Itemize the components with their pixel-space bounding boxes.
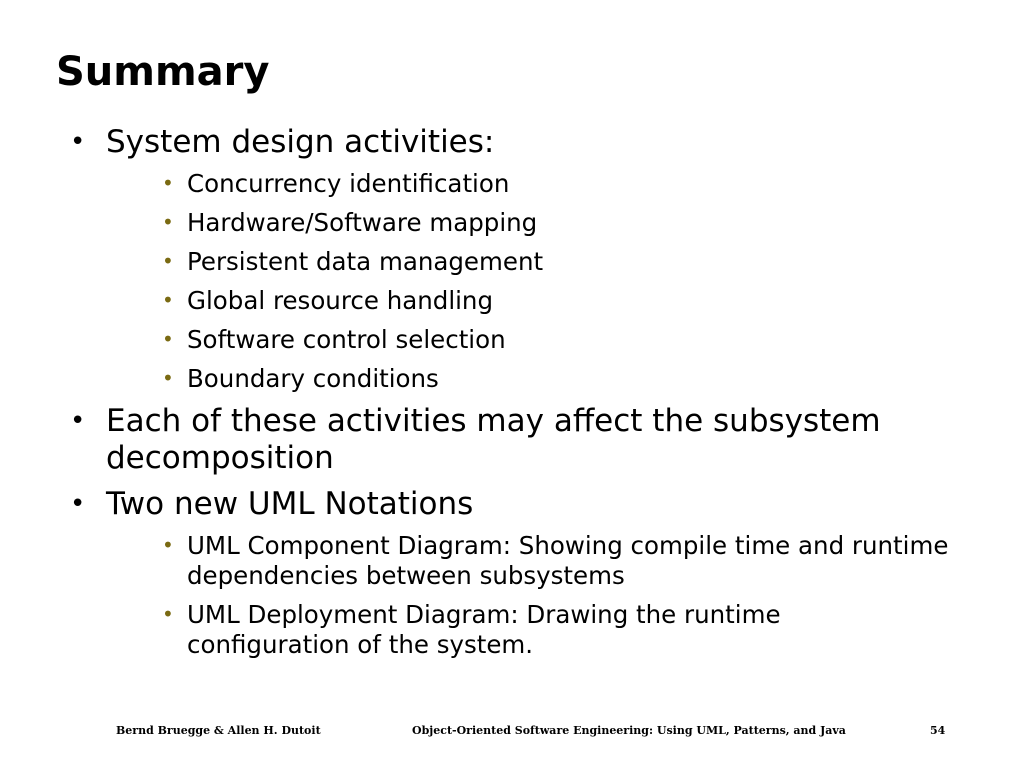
sub-bullet-item <box>106 600 950 660</box>
sub-bullet-icon: • <box>162 249 174 273</box>
sub-bullet-item <box>106 286 950 316</box>
bullet-text: Each of these activities may affect the subsystem decomposition <box>106 403 881 476</box>
sub-bullet-icon: • <box>162 533 174 557</box>
sub-bullet-text: Boundary conditions <box>187 364 439 393</box>
sub-bullet-text: Hardware/Software mapping <box>187 208 538 237</box>
footer-authors: Bernd Bruegge & Allen H. Dutoit <box>116 724 321 737</box>
bullet-uml-notations <box>70 486 950 660</box>
footer-page-number: 54 <box>930 724 946 737</box>
sub-bullet-list <box>106 531 950 660</box>
sub-bullet-item <box>106 247 950 277</box>
sub-bullet-item <box>106 169 950 199</box>
sub-bullet-text: Software control selection <box>187 325 506 354</box>
bullet-icon: • <box>70 489 86 519</box>
sub-bullet-item <box>106 531 950 591</box>
sub-bullet-icon: • <box>162 210 174 234</box>
slide-content <box>70 124 950 669</box>
sub-bullet-icon: • <box>162 288 174 312</box>
sub-bullet-item <box>106 325 950 355</box>
sub-bullet-text: UML Deployment Diagram: Drawing the runtime configuration of the system. <box>187 600 781 659</box>
bullet-text: System design activities: <box>106 124 495 160</box>
footer-book-title: Object-Oriented Software Engineering: Using UML, Patterns, and Java <box>412 724 846 737</box>
sub-bullet-item <box>106 208 950 238</box>
sub-bullet-text: Global resource handling <box>187 286 494 315</box>
bullet-system-design-activities <box>70 124 950 394</box>
sub-bullet-icon: • <box>162 327 174 351</box>
sub-bullet-item <box>106 364 950 394</box>
sub-bullet-icon: • <box>162 366 174 390</box>
bullet-text: Two new UML Notations <box>106 486 474 522</box>
sub-bullet-icon: • <box>162 602 174 626</box>
sub-bullet-text: Concurrency identification <box>187 169 510 198</box>
sub-bullet-text: Persistent data management <box>187 247 544 276</box>
sub-bullet-list <box>106 169 950 394</box>
bullet-affect-decomposition <box>70 403 950 477</box>
slide-title: Summary <box>56 49 270 95</box>
bullet-icon: • <box>70 406 86 436</box>
bullet-icon: • <box>70 127 86 157</box>
sub-bullet-icon: • <box>162 171 174 195</box>
sub-bullet-text: UML Component Diagram: Showing compile time and runtime dependencies between subsystems <box>187 531 949 590</box>
